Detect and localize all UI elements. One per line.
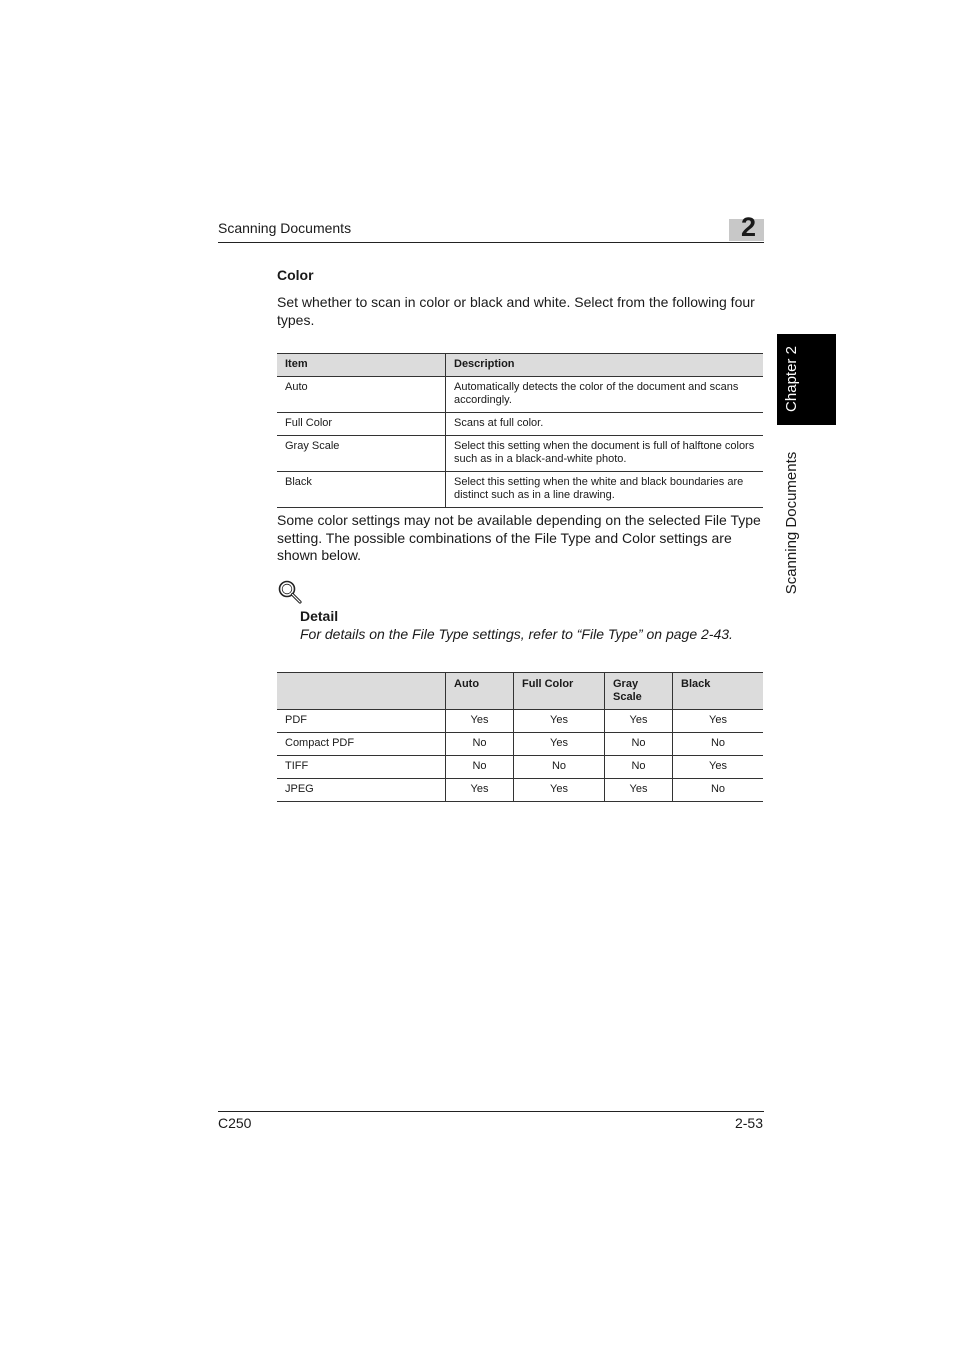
table-row: [277, 779, 763, 802]
file-type-cell: Compact PDF: [277, 733, 446, 756]
value-cell: No: [605, 756, 673, 779]
value-cell: Yes: [605, 710, 673, 733]
value-cell: Yes: [446, 779, 514, 802]
header-divider: [218, 242, 764, 243]
value-cell: Yes: [446, 710, 514, 733]
file-type-cell: PDF: [277, 710, 446, 733]
value-cell: Yes: [673, 756, 764, 779]
file-type-cell: TIFF: [277, 756, 446, 779]
value-cell: No: [673, 733, 764, 756]
file-type-color-table: [277, 672, 763, 802]
value-cell: No: [446, 733, 514, 756]
column-header-full-color: Full Color: [514, 673, 605, 710]
table-row: [277, 436, 763, 472]
value-cell: No: [605, 733, 673, 756]
item-cell: Auto: [277, 377, 446, 413]
description-cell: Select this setting when the white and black boundaries are distinct such as in a line drawing.: [446, 472, 764, 508]
description-cell: Scans at full color.: [446, 413, 764, 436]
side-tab-chapter-label: Chapter 2: [783, 346, 800, 412]
chapter-number: 2: [741, 212, 757, 242]
table-row: [277, 472, 763, 508]
value-cell: No: [673, 779, 764, 802]
footer-divider: [218, 1111, 764, 1112]
item-cell: Black: [277, 472, 446, 508]
column-header-blank: [277, 673, 446, 710]
footer-page-number: 2-53: [734, 1115, 763, 1131]
column-header-gray-scale: Gray Scale: [605, 673, 673, 710]
column-header-description: Description: [446, 354, 764, 377]
table-row: [277, 377, 763, 413]
table-row: [277, 710, 763, 733]
value-cell: Yes: [514, 779, 605, 802]
item-cell: Full Color: [277, 413, 446, 436]
table-header-row: [277, 354, 763, 377]
value-cell: Yes: [605, 779, 673, 802]
detail-reference-text: For details on the File Type settings, refer to “File Type” on page 2-43.: [300, 626, 733, 642]
table-row: [277, 733, 763, 756]
color-types-table: [277, 353, 763, 508]
value-cell: Yes: [673, 710, 764, 733]
intro-paragraph: Set whether to scan in color or black and white. Select from the following four types.: [277, 294, 755, 328]
combination-paragraph: Some color settings may not be available depending on the selected File Type setting. The possible combinations of the File Type and Color settings are shown below.: [277, 512, 761, 563]
value-cell: No: [514, 756, 605, 779]
running-header-title: Scanning Documents: [218, 220, 352, 236]
column-header-black: Black: [673, 673, 764, 710]
file-type-cell: JPEG: [277, 779, 446, 802]
description-cell: Select this setting when the document is full of halftone colors such as in a black-and-white photo.: [446, 436, 764, 472]
table-row: [277, 756, 763, 779]
section-heading: Color: [277, 267, 314, 283]
value-cell: Yes: [514, 710, 605, 733]
column-header-item: Item: [277, 354, 446, 377]
table-header-row: [277, 673, 763, 710]
magnifier-icon: [277, 579, 303, 605]
table-row: [277, 413, 763, 436]
value-cell: Yes: [514, 733, 605, 756]
side-tab-section-label: Scanning Documents: [783, 451, 800, 595]
description-cell: Automatically detects the color of the document and scans accordingly.: [446, 377, 764, 413]
column-header-auto: Auto: [446, 673, 514, 710]
item-cell: Gray Scale: [277, 436, 446, 472]
footer-model-name: C250: [218, 1115, 252, 1131]
value-cell: No: [446, 756, 514, 779]
detail-label: Detail: [300, 608, 339, 624]
